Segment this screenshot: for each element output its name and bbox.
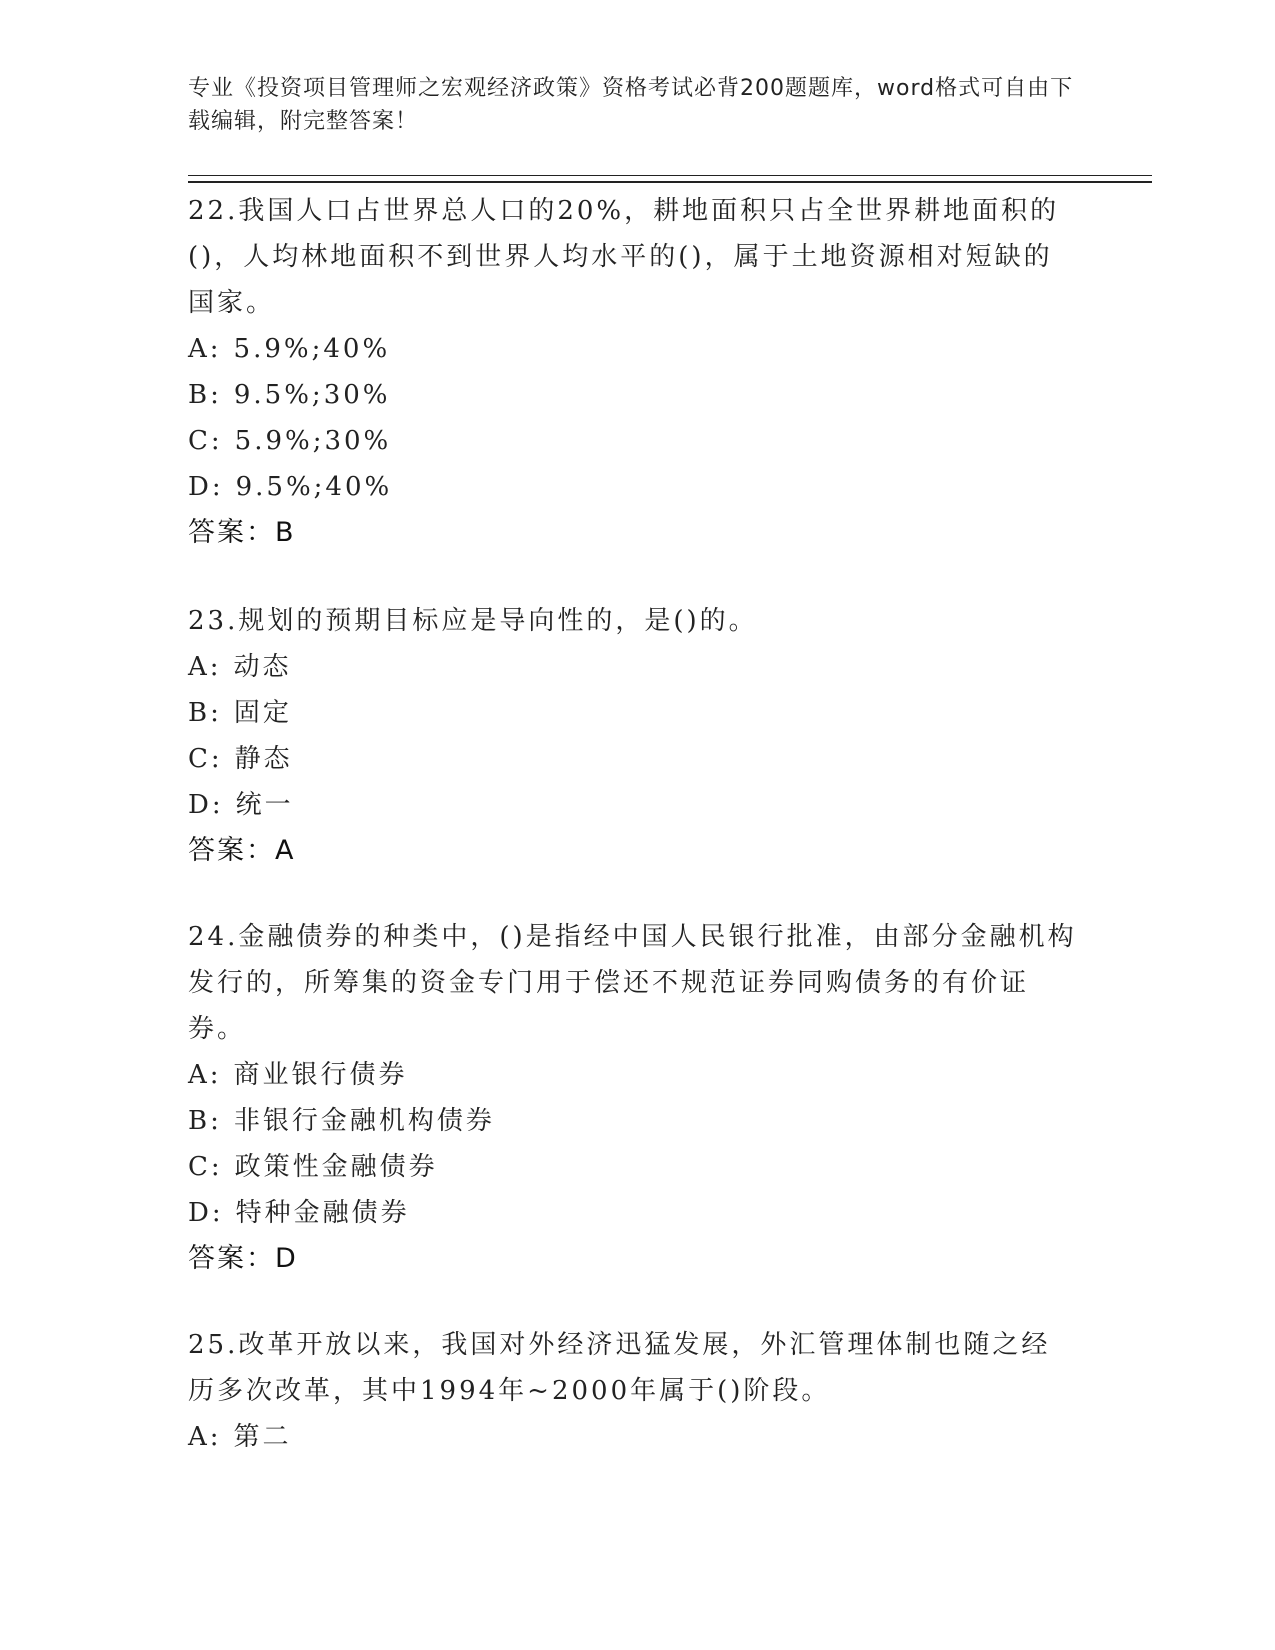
option-label: D:	[188, 790, 224, 820]
option-label: D:	[188, 1198, 224, 1228]
option-text: 商业银行债券	[233, 1060, 408, 1090]
option-a	[188, 644, 1078, 690]
question-24	[188, 914, 1078, 1282]
question-22	[188, 188, 1078, 556]
option-label: C:	[188, 744, 223, 774]
option-text: 第二	[233, 1422, 292, 1452]
option-c	[188, 1144, 1078, 1190]
option-a	[188, 1414, 1078, 1460]
option-c	[188, 736, 1078, 782]
question-25	[188, 1322, 1078, 1460]
option-text: 5.9%;30%	[234, 426, 392, 456]
question-stem: 25.改革开放以来，我国对外经济迅猛发展，外汇管理体制也随之经历多次改革，其中1994年~2000年属于()阶段。	[188, 1330, 1051, 1406]
option-d	[188, 782, 1078, 828]
option-label: A:	[188, 334, 222, 364]
option-text: 5.9%;40%	[233, 334, 391, 364]
option-d	[188, 464, 1078, 510]
option-b	[188, 690, 1078, 736]
option-label: C:	[188, 426, 223, 456]
question-23	[188, 598, 1078, 874]
answer: 答案：B	[188, 517, 296, 548]
option-label: A:	[188, 1422, 222, 1452]
header-divider-thick	[188, 181, 1152, 183]
option-label: A:	[188, 652, 222, 682]
option-text: 特种金融债券	[235, 1198, 410, 1228]
option-b	[188, 1098, 1078, 1144]
option-label: B:	[188, 698, 222, 728]
option-label: B:	[188, 1106, 222, 1136]
option-text: 非银行金融机构债券	[233, 1106, 495, 1136]
question-stem: 23.规划的预期目标应是导向性的，是()的。	[188, 606, 758, 636]
option-d	[188, 1190, 1078, 1236]
header-divider-thin	[188, 175, 1152, 176]
option-text: 统一	[235, 790, 294, 820]
option-a	[188, 1052, 1078, 1098]
option-text: 动态	[233, 652, 292, 682]
option-label: D:	[188, 472, 224, 502]
option-label: C:	[188, 1152, 223, 1182]
option-a	[188, 326, 1078, 372]
option-text: 静态	[234, 744, 293, 774]
question-stem: 22.我国人口占世界总人口的20%，耕地面积只占全世界耕地面积的()，人均林地面积不到世界人均水平的()，属于土地资源相对短缺的国家。	[188, 196, 1060, 318]
option-label: B:	[188, 380, 222, 410]
option-text: 9.5%;40%	[235, 472, 393, 502]
option-b	[188, 372, 1078, 418]
option-text: 固定	[233, 698, 292, 728]
answer: 答案：D	[188, 1243, 298, 1274]
option-text: 9.5%;30%	[233, 380, 391, 410]
document-header: 专业《投资项目管理师之宏观经济政策》资格考试必背200题题库，word格式可自由下载编辑，附完整答案！	[188, 76, 1074, 134]
option-label: A:	[188, 1060, 222, 1090]
answer: 答案：A	[188, 835, 296, 866]
option-c	[188, 418, 1078, 464]
question-stem: 24.金融债券的种类中，()是指经中国人民银行批准，由部分金融机构发行的，所筹集的资金专门用于偿还不规范证券同购债务的有价证券。	[188, 922, 1077, 1044]
option-text: 政策性金融债券	[234, 1152, 438, 1182]
